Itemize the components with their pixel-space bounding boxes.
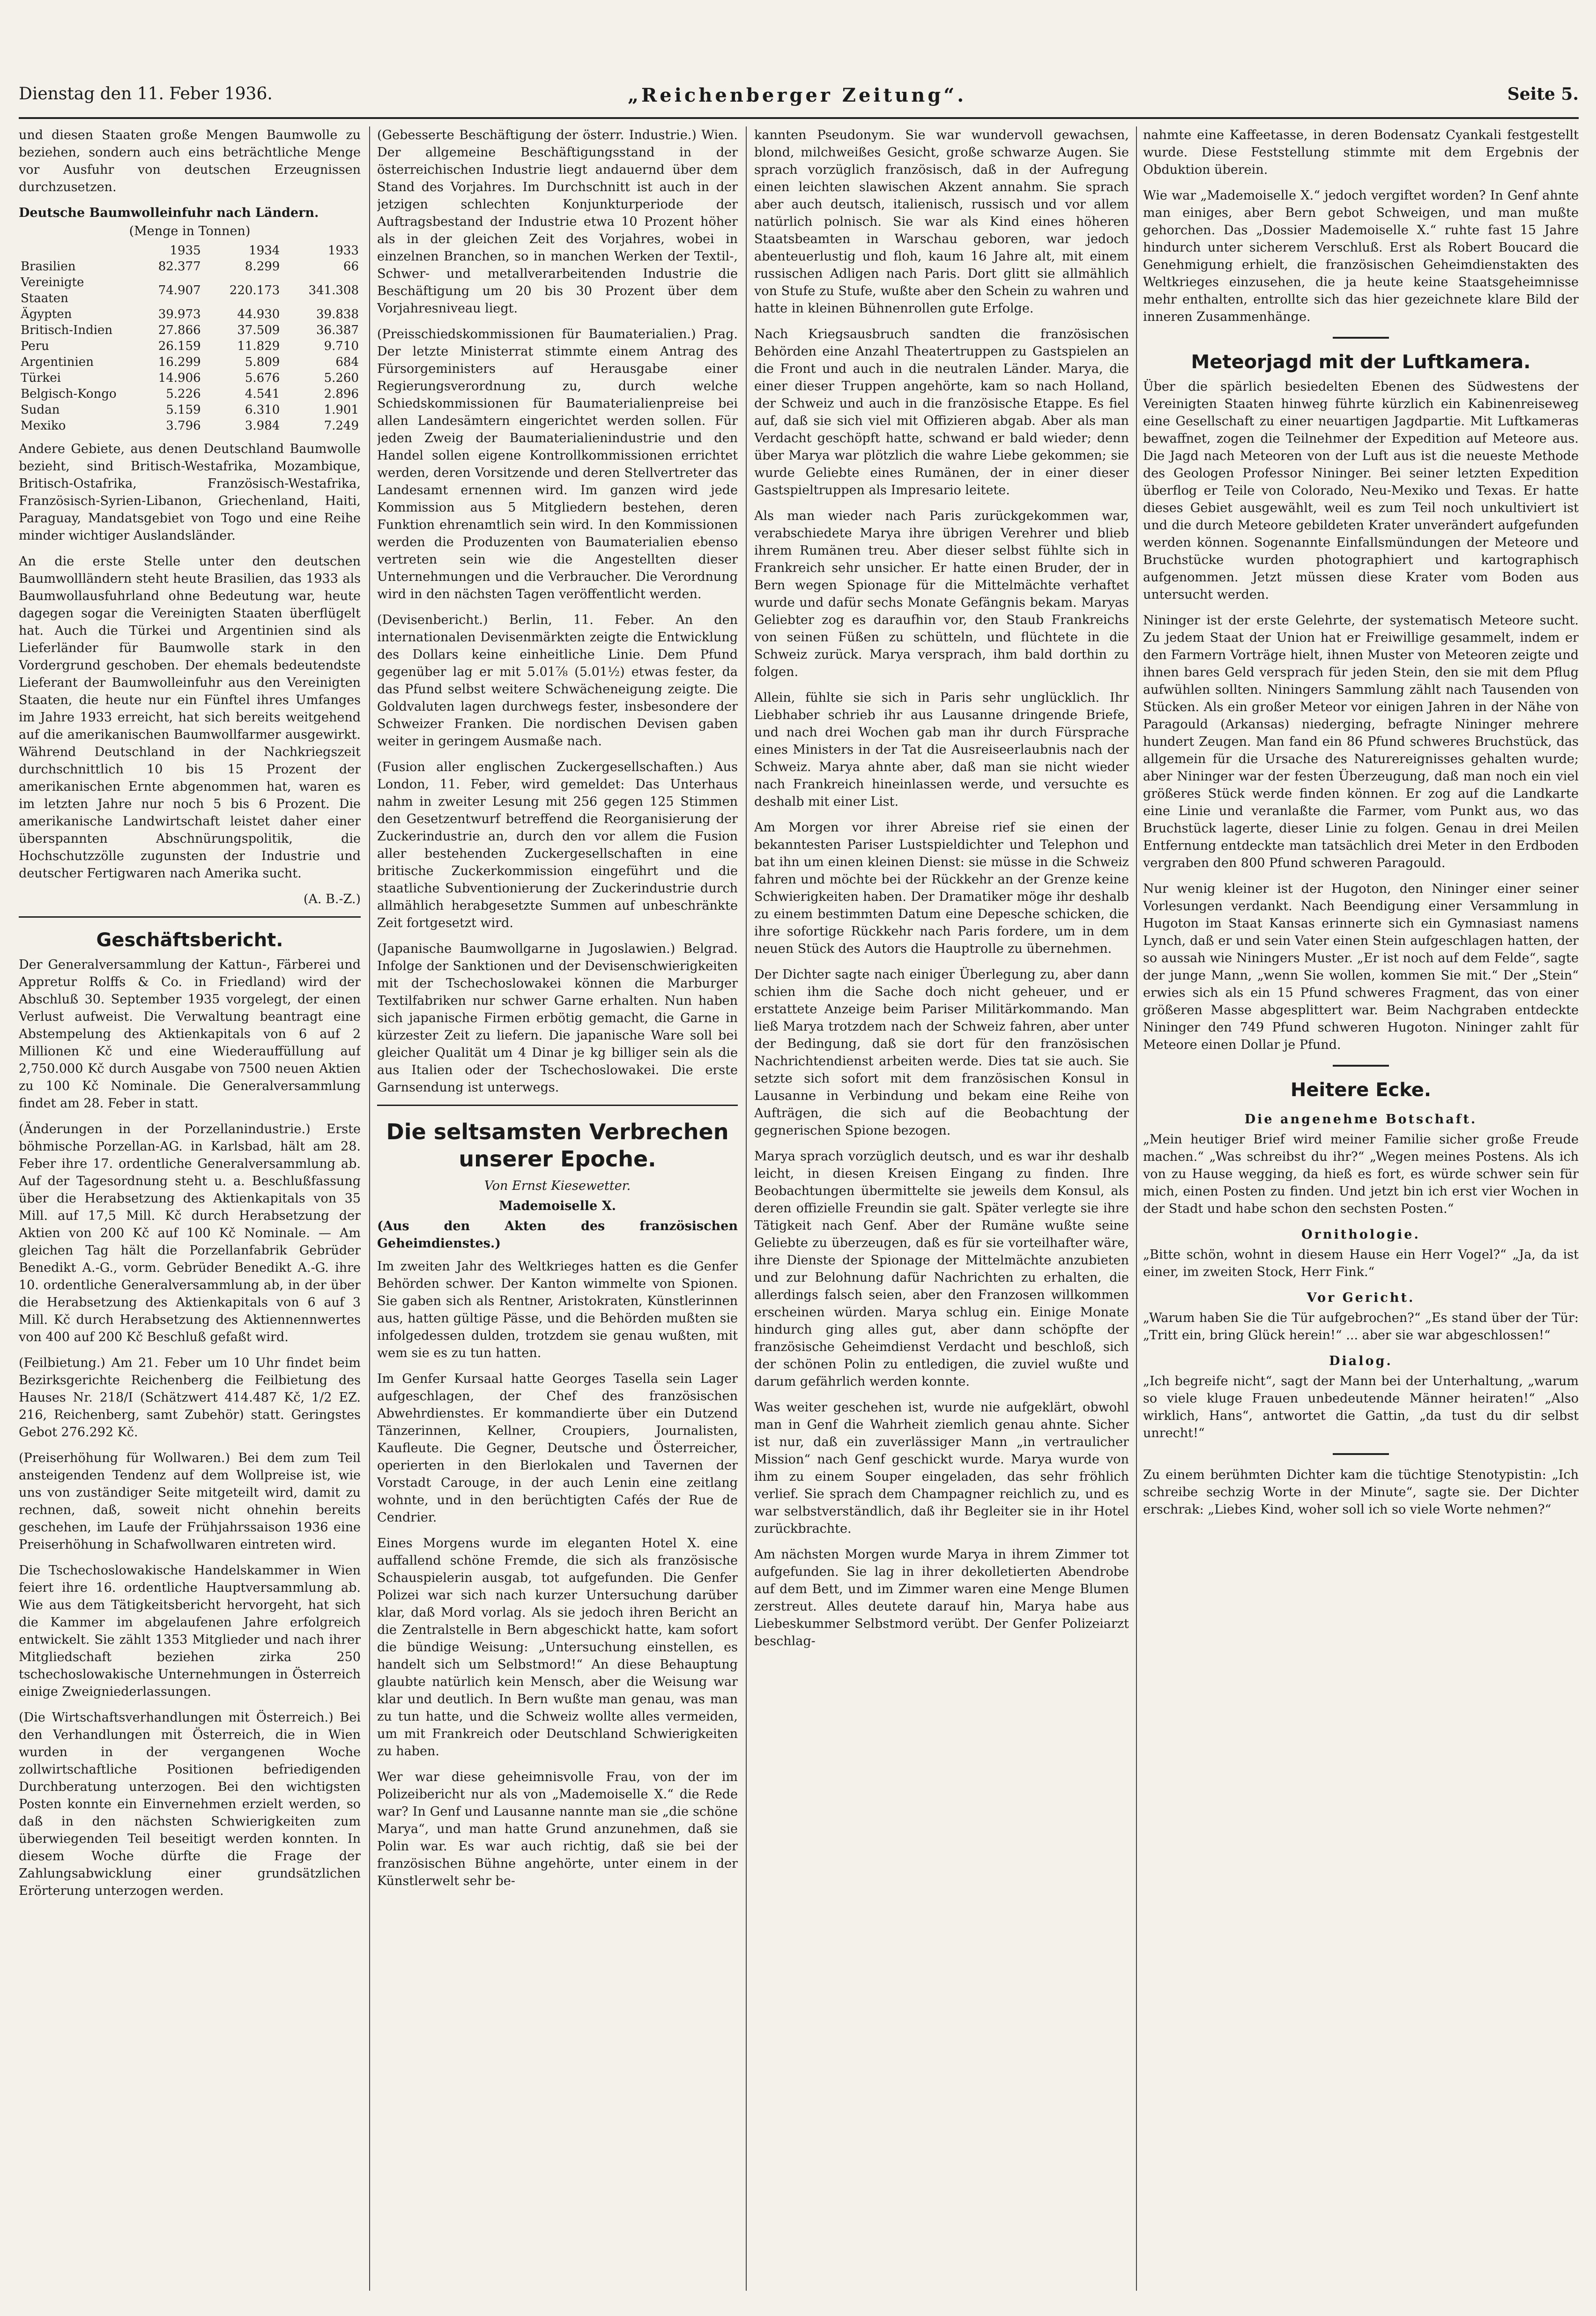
page-header [19, 84, 1579, 112]
country: Türkei [21, 371, 61, 385]
value: 36.387 [316, 323, 359, 337]
page-number: Seite 5. [1507, 84, 1579, 104]
country: Argentinien [21, 355, 94, 369]
table-title: Deutsche Baumwolleinfuhr nach Ländern. [19, 206, 319, 220]
divider [1333, 1065, 1389, 1067]
country: Belgisch-Kongo [21, 387, 117, 401]
paragraph: (Preiserhöhung für Wollwaren.) Bei dem zum Teil ansteigenden Tendenz auf dem Wollpreise ist, wie uns von zuständiger Seite mitgeteilt wird, damit zu rechnen, daß, soweit nicht ohnehin bereits geschehen, im Laufe der Frühjahrssaison 1936 eine Preiserhöhung in Schafwollwaren eintreten wird. [19, 1451, 361, 1552]
value: 27.866 [158, 323, 201, 337]
paragraph: Marya sprach vorzüglich deutsch, und es war ihr deshalb leicht, in diesen Kreisen Eingang zu finden. Ihre Beobachtungen übermittelte sie jeweils dem Konsul, als deren offizielle Freundin sie galt. Später verlegte sie ihre Tätigkeit nach Genf. Aber der Rumäne wußte seine Geliebte zu überzeugen, daß es für sie vorteilhafter wäre, ihre Dienste der Spionage der Mittelmächte anzubieten und zur Belohnung dafür Nachrichten zu erhalten, die allerdings falsch seien, aber den Franzosen willkommen erscheinen würden. Marya schlug ein. Einige Monate hindurch ging alles gut, aber dann schöpfte der französische Geheimdienst Verdacht und beschloß, sich der schönen Polin zu entledigen, die zuviel wußte und darum gefährlich werden konnte. [754, 1149, 1129, 1389]
table-row [19, 338, 361, 354]
paragraph: (Feilbietung.) Am 21. Feber um 10 Uhr findet beim Bezirksgerichte Reichenberg die Feilbietung des Hauses Nr. 218/I (Schätzwert 414.487 Kč, 1/2 EZ. 216, Reichenberg, samt Zubehör) statt. Geringstes Gebot 276.292 Kč. [19, 1356, 361, 1440]
paragraph: Als man wieder nach Paris zurückgekommen war, verabschiedete Marya ihre übrigen Verehrer und blieb ihrem Rumänen treu. Aber dieser selbst fühlte sich in Frankreich sehr unsicher. Er hatte einen Bruder, der in Bern wegen Spionage für die Mittelmächte verhaftet wurde und dafür sechs Monate Gefängnis bekam. Maryas Geliebter zog es daraufhin vor, den Staub Frankreichs von seinen Füßen zu schütteln, und flüchtete in die Schweiz zurück. Marya versprach, ihm bald dorthin zu folgen. [754, 509, 1129, 679]
paragraph: Der Generalversammlung der Kattun-, Färberei und Appretur Rolffs & Co. in Friedland) wird der Abschluß 30. September 1935 vorgelegt, der einen Verlust aufweist. Die Verwaltung beantragt eine Abstempelung des Aktienkapitals von 6 auf 2 Millionen Kč und eine Wiederauffüllung auf 2,750.000 Kč durch Ausgabe von 7500 neuen Aktien zu 100 Kč Nominale. Die Generalversammlung findet am 28. Feber in statt. [19, 958, 361, 1111]
value: 14.906 [158, 371, 201, 385]
divider [1333, 337, 1389, 339]
divider [1333, 1453, 1389, 1455]
country: Vereinigte Staaten [21, 275, 84, 305]
value: 5.809 [245, 355, 280, 369]
value: 44.930 [237, 307, 280, 321]
value: 3.984 [245, 419, 280, 433]
value: 3.796 [166, 419, 201, 433]
country: Sudan [21, 403, 60, 417]
paragraph: Zu einem berühmten Dichter kam die tüchtige Stenotypistin: „Ich schreibe sechzig Worte in der Minute“, sagte sie. Der Dichter erschrak: „Liebes Kind, woher soll ich so viele Worte nehmen?“ [1143, 1468, 1579, 1517]
value: 16.299 [158, 355, 201, 369]
paragraph: (Änderungen in der Porzellanindustrie.) Erste böhmische Porzellan-AG. in Karlsbad, hält am 28. Feber ihre 17. ordentliche Generalversammlung ab. Auf der Tagesordnung steht u. a. Beschlußfassung über die Herabsetzung des Aktienkapitals von 35 Mill. auf 17,5 Mill. Kč durch Herabsetzung der Aktien von 200 Kč auf 100 Kč Nominale. — Am gleichen Tag hält die Porzellanfabrik Gebrüder Benedikt A.-G., vorm. Gebrüder Benedikt A.-G. ihre 10. ordentliche Generalversammlung ab, in der über die Herabsetzung des Aktienkapitals von 6 auf 3 Mill. Kč durch Herabsetzung des Aktiennennwertes von 400 auf 200 Kč Beschluß gefaßt wird. [19, 1122, 361, 1344]
paragraph: Der Dichter sagte nach einiger Überlegung zu, aber dann schien ihm die Sache doch nicht geheuer, und er erstattete Anzeige beim Pariser Militärkommando. Man ließ Marya trotzdem nach der Schweiz fahren, aber unter der Bedingung, daß sie dort für den französischen Nachrichtendienst arbeiten werde. Dies tat sie auch. Sie setzte sich sofort mit dem französischen Konsul in Lausanne in Verbindung und bekam eine Reihe von Aufträgen, die sich auf die Beobachtung der gegnerischen Spione bezogen. [754, 967, 1129, 1138]
value: 82.377 [158, 260, 201, 274]
paragraph: (Die Wirtschaftsverhandlungen mit Österreich.) Bei den Verhandlungen mit Österreich, die in Wien wurden in der vergangenen Woche zollwirtschaftliche Positionen befriedigenden Durchberatung unterzogen. Bei den wichtigsten Posten konnte ein Einvernehmen erzielt werden, so daß in den nächsten Schwierigkeiten zum überwiegenden Teil beseitigt werden konnten. In diesem Woche dürfte die Frage der Zahlungsabwicklung einer grundsätzlichen Erörterung unterzogen werden. [19, 1710, 361, 1898]
divider [19, 916, 361, 918]
paragraph: „Warum haben Sie die Tür aufgebrochen?“ „Es stand über der Tür: „Tritt ein, bring Glück herein!“ ... aber sie war abgeschlossen!“ [1143, 1311, 1579, 1343]
issue-date: Dienstag den 11. Feber 1936. [19, 84, 273, 104]
table-row [19, 259, 361, 275]
table-header-row [19, 243, 361, 259]
paragraph: Am Morgen vor ihrer Abreise rief sie einen der bekanntesten Pariser Lustspieldichter und Telephon und bat ihn um einen kleinen Dienst: sie müsse in die Schweiz fahren und möchte bei der Rückkehr an der Grenze keine Schwierigkeiten haben. Der Dramatiker möge ihr deshalb zu einem bestimmten Datum eine Depesche schicken, die ihre sofortige Rückkehr nach Paris fordere, um in dem neuen Stück des Autors die Hauptrolle zu übernehmen. [754, 820, 1129, 956]
year-header: 1934 [249, 244, 280, 258]
byline: Von Ernst Kiesewetter. [484, 1179, 631, 1193]
article-title: Meteorjagd mit der Luftkamera. [1191, 351, 1531, 373]
value: 11.829 [237, 339, 280, 353]
paragraph: (Japanische Baumwollgarne in Jugoslawien.) Belgrad. Infolge der Sanktionen und der Devisenschwierigkeiten mit der Tschechoslowakei können die Marburger Textilfabriken nur schwer Garne erhalten. Nun haben sich japanische Firmen erbötig gemacht, die Garne in kürzester Zeit zu liefern. Die japanische Ware soll bei gleicher Qualität um 4 Dinar je kg billiger sein als die aus Italien oder der Tschechoslowakei. Die erste Garnsendung ist unterwegs. [377, 942, 738, 1095]
value: 5.159 [166, 403, 201, 417]
paragraph: Nach Kriegsausbruch sandten die französischen Behörden eine Anzahl Theatertruppen zu Gastspielen an die Front und auch in die neutralen Länder. Marya, die einer dieser Truppen angehörte, kam so nach Holland, der Schweiz und auch in die französische Etappe. Es fiel auf, daß sie sich viel mit Offizieren abgab. Aber als man Verdacht geschöpft hatte, schwand er bald wieder; denn über Marya war plötzlich die wahre Liebe gekommen; sie wurde Geliebte eines Rumänen, der in einer dieser Gastspieltruppen als Impresario leitete. [754, 327, 1129, 497]
table-row [19, 386, 361, 402]
value: 7.249 [324, 419, 359, 433]
column-divider [1136, 126, 1137, 2291]
table-row [19, 354, 361, 370]
column-2 [377, 126, 738, 2300]
table-row [19, 370, 361, 386]
paragraph: (Devisenbericht.) Berlin, 11. Feber. An den internationalen Devisenmärkten zeigte die Entwicklung des Dollars keine einheitliche Linie. Dem Pfund gegenüber lag er mit 5.01⅞ (5.01½) etwas fester, da das Pfund selbst weitere Schwächeneigung zeigte. Die Goldvaluten lagen durchwegs fester, insbesondere der Schweizer Franken. Die nordischen Devisen gaben weiter in geringem Ausmaße nach. [377, 613, 738, 749]
paragraph: Wer war diese geheimnisvolle Frau, von der im Polizeibericht nur als von „Mademoiselle X.“ die Rede war? In Genf und Lausanne nannte man sie „die schöne Marya“, und man hatte Grund anzunehmen, daß sie Polin war. Es war auch richtig, daß sie bei der französischen Bühne angehörte, unter einem in der Künstlerwelt sehr be- [377, 1770, 738, 1888]
column-3 [754, 126, 1129, 2300]
paragraph: Im Genfer Kursaal hatte Georges Tasella sein Lager aufgeschlagen, der Chef des französischen Abwehrdienstes. Er kommandierte über ein Dutzend Tänzerinnen, Kellner, Croupiers, Journalisten, Kaufleute. Die Gegner, Deutsche und Österreicher, operierten in den Bierlokalen und Tavernen der Vorstadt Carouge, in der auch Lenin eine zeitlang wohnte, und in den berüchtigten Cafés der Rue de Cendrier. [377, 1372, 738, 1525]
value: 9.710 [324, 339, 359, 353]
year-header: 1935 [170, 244, 201, 258]
paragraph: Nur wenig kleiner ist der Hugoton, den Nininger einer seiner Vorlesungen verdankt. Nach Beendigung einer Versammlung in Hugoton im Staat Kansas erinnerte sich ein Gymnasiast namens Lynch, daß er und sein Vater einen Stein aufgeschlagen hatten, der so aussah wie Niningers Muster. „Er ist noch auf dem Felde“, sagte der junge Mann, „wenn Sie wollen, kommen Sie mit.“ Der „Stein“ erwies sich als ein 15 Pfund schweres Fragment, das von einer größeren Masse abgesplittert war. Beim Nachgraben entdeckte Nininger den 749 Pfund schweren Hugoton. Nininger zahlt für Meteore einen Dollar je Pfund. [1143, 882, 1579, 1052]
value: 5.260 [324, 371, 359, 385]
joke-title: Dialog. [1329, 1354, 1393, 1368]
newspaper-name: „Reichenberger Zeitung“. [628, 84, 967, 106]
paragraph: Am nächsten Morgen wurde Marya in ihrem Zimmer tot aufgefunden. Sie lag in ihrer dekolletierten Abendrobe auf dem Bett, und im Zimmer waren eine Menge Blumen zerstreut. Alles deutete darauf hin, Marya habe aus Liebeskummer Selbstmord verübt. Der Genfer Polizeiarzt beschlag- [754, 1547, 1129, 1648]
value: 5.226 [166, 387, 201, 401]
paragraph: „Ich begreife nicht“, sagt der Mann bei der Unterhaltung, „warum so viele kluge Frauen unbedeutende Männer heiraten!“ „Also wirklich, Hans“, antwortet die Gattin, „da tust du dir selbst unrecht!“ [1143, 1374, 1579, 1440]
table-row [19, 418, 361, 434]
article-note: (Aus den Akten des französischen Geheimdienstes.) [377, 1219, 738, 1251]
header-rule [19, 117, 1579, 119]
value: 26.159 [158, 339, 201, 353]
joke-title: Ornithologie. [1301, 1227, 1420, 1242]
country: Britisch-Indien [21, 323, 113, 337]
table-row [19, 322, 361, 338]
value: 39.838 [316, 307, 359, 321]
paragraph: (Gebesserte Beschäftigung der österr. Industrie.) Wien. Der allgemeine Beschäftigungsstand in der österreichischen Industrie liegt andauernd über dem Stand des Vorjahres. Im Durchschnitt ist auch in der jetzigen schlechten Konjunkturperiode der Auftragsbestand der Industrie etwa 10 Prozent höher als in der gleichen Zeit des Vorjahres, wobei in einzelnen Branchen, so in manchen Werken der Textil-, Schwer- und metallverarbeitenden Industrie die Beschäftigung um 20 bis 30 Prozent über dem Vorjahresniveau liegt. [377, 128, 738, 316]
paragraph: und diesen Staaten große Mengen Baumwolle zu beziehen, sondern auch eins beträchtliche Menge vor Ausfuhr von deutschen Erzeugnissen durchzusetzen. [19, 128, 361, 194]
source-sign: (A. B.-Z.) [303, 892, 361, 906]
paragraph: „Mein heutiger Brief wird meiner Familie sicher große Freude machen.“ „Was schreibst du ihr?“ „Wegen meines Postens. Als ich von zu Hause wegging, da hieß es fort, es würde schwer sein für mich, einen Posten zu finden. Und jetzt bin ich erst vier Wochen in der Stadt und habe schon den sechsten Posten.“ [1143, 1132, 1579, 1216]
value: 74.907 [158, 283, 201, 297]
divider [377, 1105, 738, 1106]
value: 66 [343, 260, 359, 274]
paragraph: Allein, fühlte sie sich in Paris sehr unglücklich. Ihr Liebhaber schrieb ihr aus Lausanne dringende Briefe, und nach drei Wochen gab man ihr durch Fürsprache eines Ministers in der Tat die Ausreiseerlaubnis nach der Schweiz. Marya ahnte aber, daß man sie nicht wieder nach Frankreich hineinlassen werde, und versuchte es deshalb mit einer List. [754, 690, 1129, 809]
section-heading: Heitere Ecke. [1290, 1079, 1432, 1101]
column-1 [19, 126, 361, 2300]
section-heading: Geschäftsbericht. [96, 929, 283, 951]
country: Ägypten [21, 307, 72, 321]
paragraph: Nininger ist der erste Gelehrte, der systematisch Meteore sucht. Zu jedem Staat der Union hat er Freiwillige gesammelt, indem er den Farmern Vorträge hielt, ihnen Muster von Meteoren zeigte und ihnen bares Geld versprach für jeden Stein, den sie mit dem Pflug aufwühlen sollten. Niningers Sammlung zählt nach Tausenden von Stücken. Als ein großer Meteor vor einigen Jahren in der Nähe von Paragould (Arkansas) niederging, befragte Nininger mehrere hundert Zeugen. Man fand ein 86 Pfund schweres Bruchstück, das allgemein für die Ursache des Naturereignisses gehalten wurde; aber Nininger war der festen Überzeugung, daß man noch ein viel größeres Stück werde finden können. Er zog auf die Landkarte eine Linie und veranlaßte die Farmer, vom Punkt aus, wo das Bruchstück lagerte, dieser Linie zu folgen. Genau in drei Meilen Entfernung entdeckte man tatsächlich drei Meter in den Erdboden vergraben den 800 Pfund schweren Paragould. [1143, 613, 1579, 870]
value: 37.509 [237, 323, 280, 337]
joke-title: Vor Gericht. [1306, 1291, 1415, 1305]
value: 684 [335, 355, 359, 369]
year-header: 1933 [327, 244, 359, 258]
value: 6.310 [245, 403, 280, 417]
column-divider [369, 126, 370, 2291]
paragraph: Über die spärlich besiedelten Ebenen des Südwestens der Vereinigten Staaten hinweg führte kürzlich ein Kabinenreiseweg eine Gesellschaft zu einer neuartigen Jagdpartie. Mit Luftkameras bewaffnet, zogen die Teilnehmer der Expedition auf Meteore aus. Die Jagd nach Meteoren von der Luft aus ist die neueste Methode des Geologen Professor Nininger. Bei seiner letzten Expedition überflog er Teile von Colorado, Neu-Mexiko und Texas. Er hatte dieses Gebiet ausgewählt, weil es zum Teil noch unkultiviert ist und die durch Meteore gebildeten Krater unverändert aufgefunden werden können. Sogenannte Einfallsmündungen der Meteore und Bruchstücke wurden photographiert und kartographisch aufgenommen. Jetzt müssen diese Krater vom Boden aus untersucht werden. [1143, 379, 1579, 602]
paragraph: An die erste Stelle unter den deutschen Baumwollländern steht heute Brasilien, das 1933 als Baumwollausfuhrland ohne Bedeutung war, heute dagegen sogar die Vereinigten Staaten überflügelt hat. Auch die Türkei und Argentinien sind als Lieferländer für Baumwolle stark in den Vordergrund geschoben. Der ehemals bedeutendste Lieferant der Baumwolleinfuhr aus den Vereinigten Staaten, die heute nur ein Fünftel ihres Umfanges im Jahre 1933 erreicht, hat sich bereits weitgehend auf die amerikanischen Baumwollfarmer ausgewirkt. Während Deutschland in der Nachkriegszeit durchschnittlich 10 bis 15 Prozent der amerikanischen Ernte abgenommen hat, waren es im letzten Jahre nur noch 5 bis 6 Prozent. Die amerikanische Landwirtschaft leistet daher einer überspannten Abschnürungspolitik, die Hochschutzzölle zugunsten der Industrie und deutscher Fertigwaren nach Amerika sucht. [19, 554, 361, 881]
value: 220.173 [229, 283, 280, 297]
value: 8.299 [245, 260, 280, 274]
paragraph: Im zweiten Jahr des Weltkrieges hatten es die Genfer Behörden schwer. Der Kanton wimmelte von Spionen. Sie gaben sich als Rentner, Aristokraten, Künstlerinnen aus, hatten gültige Pässe, und die Behörden mußten sie infolgedessen dulden, trotzdem sie genau wußten, mit wem sie es zu tun hatten. [377, 1259, 738, 1360]
joke-title: Die angenehme Botschaft. [1244, 1112, 1477, 1127]
article-title: Die seltsamsten Verbrechen unserer Epoche. [386, 1119, 729, 1172]
paragraph: Andere Gebiete, aus denen Deutschland Baumwolle bezieht, sind Britisch-Westafrika, Mozambique, Britisch-Ostafrika, Französisch-Westafrika, Französisch-Syrien-Libanon, Griechenland, Haiti, Paraguay, Mandatsgebiet von Togo und eine Reihe minder wichtiger Auslandsländer. [19, 442, 361, 543]
value: 5.676 [245, 371, 280, 385]
country: Peru [21, 339, 49, 353]
paragraph: kannten Pseudonym. Sie war wundervoll gewachsen, blond, milchweißes Gesicht, große schwarze Augen. Sie sprach vorzüglich französisch, daß in der Aufregung einen leichten slawischen Akzent annahm. Sie sprach aber auch deutsch, italienisch, russisch und vor allem natürlich polnisch. Sie war als Kind eines höheren Staatsbeamten in Warschau geboren, war jedoch abenteuerlustig und floh, kaum 16 Jahre alt, mit einem russischen Adligen nach Paris. Dort glitt sie allmählich von Stufe zu Stufe, wußte aber den Schein zu wahren und hatte in kleinen Bühnenrollen gute Erfolge. [754, 128, 1129, 316]
country: Mexiko [21, 419, 66, 433]
value: 1.901 [324, 403, 359, 417]
country: Brasilien [21, 260, 76, 274]
paragraph: nahmte eine Kaffeetasse, in deren Bodensatz Cyankali festgestellt wurde. Diese Feststellung stimmte mit dem Ergebnis der Obduktion überein. [1143, 128, 1579, 177]
paragraph: Wie war „Mademoiselle X.“ jedoch vergiftet worden? In Genf ahnte man einiges, aber Bern gebot Schweigen, und man mußte gehorchen. Das „Dossier Mademoiselle X.“ ruhte fast 15 Jahre hindurch unter sicherem Verschluß. Erst als Robert Boucard die Genehmigung erhielt, die französischen Geheimdienstakten des Weltkrieges einzusehen, die ja heute keine Staatsgeheimnisse mehr enthalten, entrollte sich das hier gezeichnete klare Bild der inneren Zusammenhänge. [1143, 188, 1579, 324]
value: 2.896 [324, 387, 359, 401]
paragraph: Die Tschechoslowakische Handelskammer in Wien feiert ihre 16. ordentliche Hauptversammlung ab. Wie aus dem Tätigkeitsbericht hervorgeht, hat sich die Kammer im abgelaufenen Jahre erfolgreich entwickelt. Sie zählt 1353 Mitglieder und nach ihrer Mitgliedschaft beziehen zirka 250 tschechoslowakische Unternehmungen in Österreich einige Zweigniederlassungen. [19, 1563, 361, 1699]
table-row [19, 402, 361, 418]
paragraph: „Bitte schön, wohnt in diesem Hause ein Herr Vogel?“ „Ja, da ist einer, im zweiten Stock, Herr Fink.“ [1143, 1247, 1579, 1279]
cotton-import-table [19, 243, 361, 434]
value: 4.541 [245, 387, 280, 401]
article-subtitle: Mademoiselle X. [498, 1199, 616, 1213]
paragraph: (Fusion aller englischen Zuckergesellschaften.) Aus London, 11. Feber, wird gemeldet: Das Unterhaus nahm in zweiter Lesung mit 256 gegen 125 Stimmen den Gesetzentwurf betreffend die Reorganisierung der Zuckerindustrie an, durch den vor allem die Fusion aller bestehenden Zuckergesellschaften in eine britische Zuckerkommission eingeführt und die staatliche Subventionierung der Zuckerindustrie durch allmählich herabgesetzte Summen auf unbeschränkte Zeit fortgesetzt wird. [377, 760, 738, 930]
table-row [19, 306, 361, 322]
value: 39.973 [158, 307, 201, 321]
table-unit: (Menge in Tonnen) [129, 224, 251, 238]
column-divider [746, 126, 747, 2291]
column-4 [1143, 126, 1579, 2300]
paragraph: Eines Morgens wurde im eleganten Hotel X. eine auffallend schöne Fremde, die sich als französische Schauspielerin ausgab, tot aufgefunden. Die Genfer Polizei war sich nach kurzer Untersuchung darüber klar, daß Mord vorlag. Als sie jedoch ihren Bericht an die Zentralstelle in Bern abgeschickt hatte, kam sofort die bündige Weisung: „Untersuchung einstellen, es handelt sich um Selbstmord!“ An diese Behauptung glaubte natürlich kein Mensch, aber die Weisung war klar und deutlich. In Bern wußte man genau, was man zu tun hatte, und die Schweiz wollte alles vermeiden, um mit Frankreich oder Deutschland Schwierigkeiten zu haben. [377, 1536, 738, 1759]
value: 341.308 [308, 283, 359, 297]
table-row [19, 275, 361, 306]
paragraph: Was weiter geschehen ist, wurde nie aufgeklärt, obwohl man in Genf die Wahrheit ziemlich genau ahnte. Sicher ist nur, daß ein zuverlässiger Mann „in vertraulicher Mission“ nach Genf geschickt wurde. Marya wurde von ihm zu einem Souper eingeladen, das sehr fröhlich verlief. Sie sprach dem Champagner reichlich zu, und es war selbstverständlich, daß ihr Begleiter sie in ihr Hotel zurückbrachte. [754, 1400, 1129, 1536]
paragraph: (Preisschiedskommissionen für Baumaterialien.) Prag. Der letzte Ministerrat stimmte einem Antrag des Fürsorgeministers auf Herausgabe einer Regierungsverordnung zu, durch welche Schiedskommissionen für Baumaterialienpreise bei allen Landesämtern eingerichtet werden sollen. Für jeden Zweig der Baumaterialienindustrie und den Handel sollen eigene Kontrollkommissionen errichtet werden, deren Vorsitzende und deren Stellvertreter das Landesamt ernennen wird. Im ganzen wird jede Kommission aus 5 Mitgliedern bestehen, deren Funktion ehrenamtlich sein wird. In den Kommissionen werden die Produzenten von Baumaterialien ebenso vertreten sein wie die Angestellten dieser Unternehmungen und die Verbraucher. Die Verordnung wird in den nächsten Tagen veröffentlicht werden. [377, 327, 738, 601]
